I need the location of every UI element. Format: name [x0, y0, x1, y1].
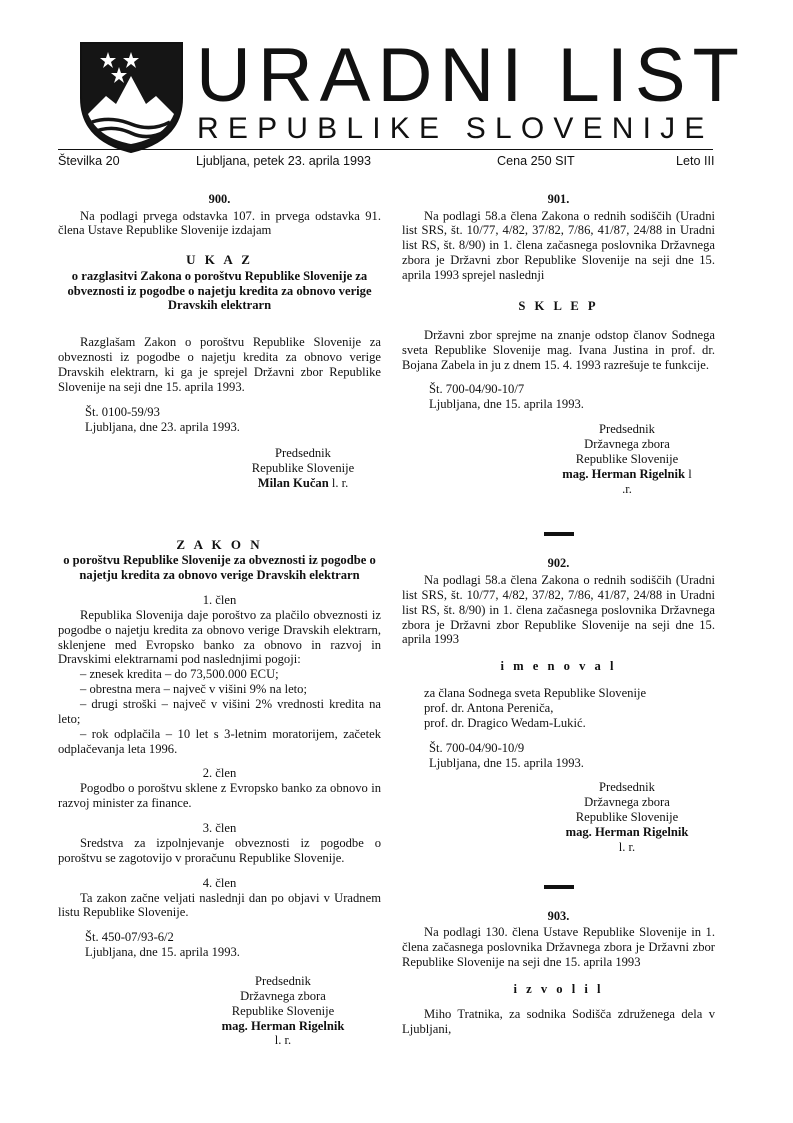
- izvolil-heading: i z v o l i l: [513, 981, 604, 996]
- sklep-heading: S K L E P: [518, 298, 599, 313]
- ukaz-heading: U K A Z: [186, 252, 253, 268]
- clen-1-bullet-2: – obrestna mera – največ v višini 9% na leto;: [80, 682, 307, 697]
- separator-rule: [544, 885, 574, 889]
- sklep-text: Državni zbor sprejme na znanje odstop članov Sodnega sveta Republike Slovenije mag. Ivana Justina in prof. dr. Bojana Zabela in ju z dnem 15. 4. 1993 razrešuje te funkcije.: [402, 327, 715, 372]
- signature-lr: l. r.: [274, 1033, 292, 1048]
- doc-number-903: 903.: [547, 908, 570, 923]
- signature-block-901: [562, 422, 692, 496]
- number-901: Št. 700-04/90-10/7: [429, 382, 525, 397]
- ukaz-number: Št. 0100-59/93: [85, 404, 160, 419]
- doc-number-900: 900.: [208, 192, 231, 206]
- signature-lr: l. r.: [328, 476, 349, 491]
- date-902: Ljubljana, dne 15. aprila 1993.: [429, 755, 584, 770]
- signature-role: Predsednik: [599, 422, 655, 437]
- signature-lr: l. r.: [618, 839, 636, 854]
- coat-of-arms-icon: [78, 40, 185, 155]
- masthead-subtitle: REPUBLIKE SLOVENIJE: [197, 112, 714, 145]
- signature-org: Republike Slovenije: [231, 1003, 335, 1018]
- text-902: Na podlagi 58.a člena Zakona o rednih sodiščih (Uradni list SRS, št. 10/77, 4/82, 37/82, 7/86, 41/87, 24/88 in Uradni list RS, št. 8/90) in 1. člena začasnega poslovnika Državnega zbora je Državni zbor Republike Slovenije na seji dne 15. aprila 1993: [402, 573, 715, 647]
- signature-org: Republike Slovenije: [575, 451, 679, 466]
- doc-number-902: 902.: [547, 556, 570, 571]
- doc-number-901: 901.: [547, 192, 570, 206]
- issue-date: Ljubljana, petek 23. aprila 1993: [196, 154, 372, 168]
- left-column: [58, 192, 381, 1048]
- imenoval-line-1: za člana Sodnega sveta Republike Slovenije: [424, 686, 647, 701]
- signature-role: Predsednik: [599, 780, 655, 795]
- signature-block-902: [562, 780, 692, 854]
- issue-price: Cena 250 SIT: [497, 154, 575, 168]
- signature-org: Državnega zbora: [584, 795, 670, 810]
- zakon-number: Št. 450-07/93-6/2: [85, 930, 174, 945]
- zakon-subtitle: o poroštvu Republike Slovenije za obveznosti iz pogodbe o najetju kredita za obnovo verige Dravskih elektrarn: [63, 553, 376, 583]
- signature-lr: l .r.: [622, 466, 692, 496]
- imenoval-line-2: prof. dr. Antona Pereniča,: [424, 701, 554, 716]
- izvolil-text: Miho Tratnika, za sodnika Sodišča združenega dela v Ljubljani,: [402, 1006, 715, 1036]
- masthead-title: URADNI LIST: [196, 33, 746, 118]
- clen-1-bullet-4: – rok odplačila – 10 let s 3-letnim moratorijem, začetek odplačevanja leta 1996.: [58, 726, 381, 756]
- signature-org: Državnega zbora: [584, 436, 670, 451]
- number-902: Št. 700-04/90-10/9: [429, 740, 525, 755]
- issue-year: Leto III: [676, 154, 715, 168]
- signature-block-900: [238, 446, 368, 491]
- signature-name: mag. Herman Rigelnik: [565, 825, 689, 840]
- clen-1-heading: 1. člen: [202, 593, 237, 608]
- separator-rule: [544, 532, 574, 536]
- imenoval-heading: i m e n o v a l: [500, 659, 617, 674]
- signature-org: Republike Slovenije: [575, 810, 679, 825]
- clen-3-heading: 3. člen: [202, 821, 237, 836]
- ukaz-date: Ljubljana, dne 23. aprila 1993.: [85, 419, 240, 434]
- ukaz-text: Razglašam Zakon o poroštvu Republike Slovenije za obveznosti iz pogodbe o najetju kredita za obnovo verige Dravskih elektrarn, ki ga je sprejel Državni zbor Republike Slovenije na seji dne 15. aprila 1993.: [58, 335, 381, 394]
- clen-1-bullet-3: – drugi stroški – največ v višini 2% vrednosti kredita na leto;: [58, 697, 381, 726]
- clen-2-text: Pogodbo o poroštvu sklene z Evropsko banko za obnovo in razvoj minister za finance.: [58, 781, 381, 811]
- imenoval-line-3: prof. dr. Dragico Wedam-Lukić.: [424, 715, 586, 730]
- signature-name: mag. Herman Rigelnik: [221, 1018, 345, 1033]
- signature-role: Predsednik: [275, 446, 331, 461]
- clen-1-text: Republika Slovenija daje poroštvo za plačilo obveznosti iz pogodbe o najetju kredita za obnovo verige Dravskih elektrarn, sklenjene med Evropsko banko za obnovo in razvoj in Dravskimi elektrarnami pod naslednjimi pogoji:: [58, 607, 381, 667]
- date-901: Ljubljana, dne 15. aprila 1993.: [429, 397, 584, 412]
- issue-number: Številka 20: [58, 154, 120, 168]
- text-901: Na podlagi 58.a člena Zakona o rednih sodiščih (Uradni list SRS, št. 10/77, 4/82, 37/82, 7/86, 41/87, 24/88 in Uradni list RS, št. 8/90) in 1. člena začasnega poslovnika Državnega zbora je Državni zbor Republike Slovenije na seji dne 15. aprila 1993 sprejel naslednji: [402, 208, 715, 283]
- clen-2-heading: 2. člen: [202, 766, 237, 781]
- intro-900: Na podlagi prvega odstavka 107. in prvega odstavka 91. člena Ustave Republike Slovenije izdajam: [58, 208, 381, 238]
- masthead-rule: [58, 149, 713, 150]
- clen-4-heading: 4. člen: [202, 875, 237, 890]
- clen-3-text: Sredstva za izpolnjevanje obveznosti iz pogodbe o poroštvu se zagotovijo v proračunu Republike Slovenije.: [58, 835, 381, 865]
- signature-org: Državnega zbora: [240, 988, 326, 1003]
- zakon-date: Ljubljana, dne 15. aprila 1993.: [85, 945, 240, 960]
- clen-1-bullet-1: – znesek kredita – do 73,500.000 ECU;: [80, 667, 279, 682]
- ukaz-subtitle: o razglasitvi Zakona o poroštvu Republike Slovenije za obveznosti iz pogodbe o najetju kredita za obnovo verige Dravskih elektrarn: [67, 268, 372, 313]
- signature-name: mag. Herman Rigelnik: [562, 466, 686, 481]
- signature-role: Predsednik: [255, 973, 311, 988]
- zakon-heading: Z A K O N: [176, 536, 263, 552]
- clen-4-text: Ta zakon začne veljati naslednji dan po objavi v Uradnem listu Republike Slovenije.: [58, 890, 381, 920]
- signature-block-zakon: [218, 974, 348, 1048]
- text-903: Na podlagi 130. člena Ustave Republike Slovenije in 1. člena začasnega poslovnika Državnega zbora je Državni zbor Republike Slovenije na seji dne 15. aprila 1993: [402, 925, 715, 970]
- signature-name: Milan Kučan: [257, 476, 329, 491]
- signature-org: Republike Slovenije: [251, 461, 355, 476]
- right-column: [402, 192, 715, 1037]
